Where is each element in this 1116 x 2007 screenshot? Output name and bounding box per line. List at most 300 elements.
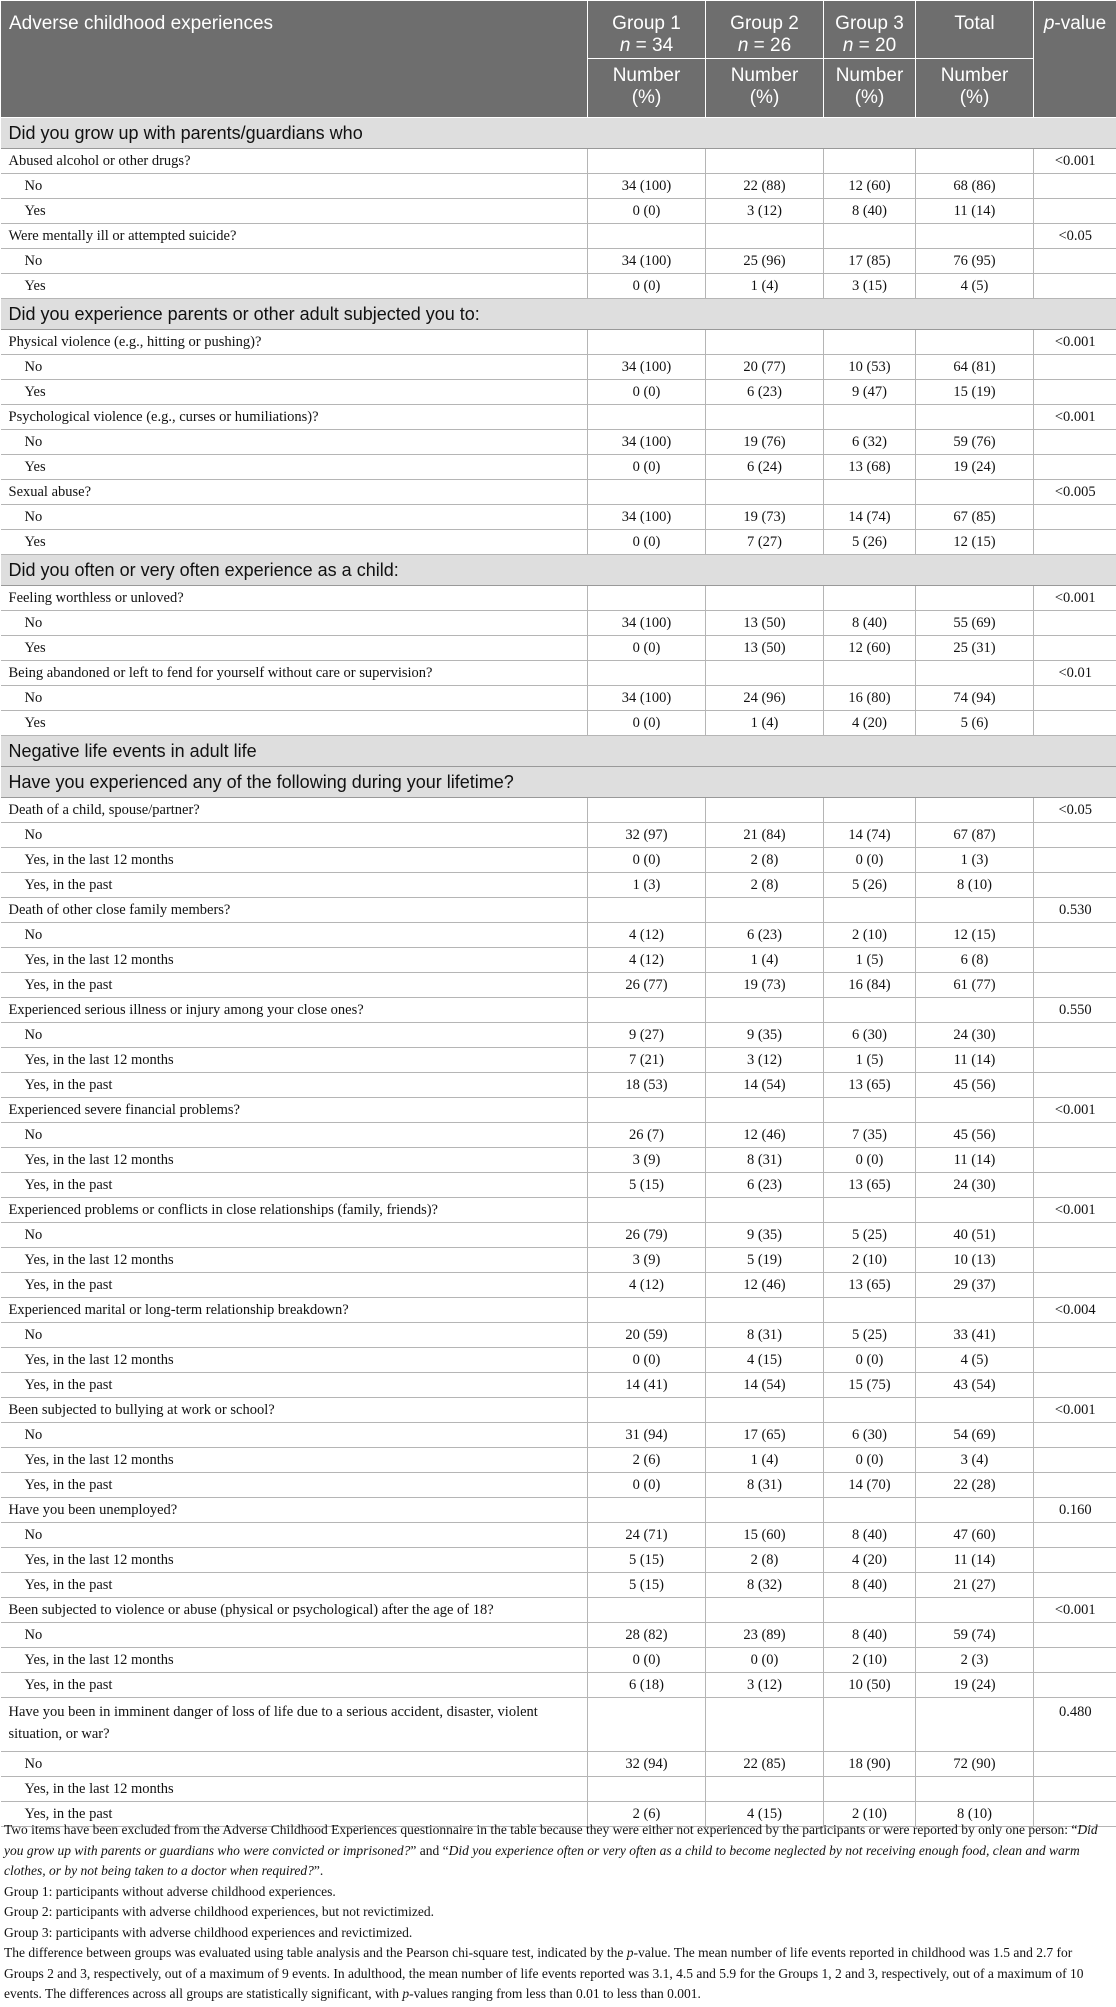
cell-g2: 2 (8) (706, 848, 824, 873)
cell-g1: 31 (94) (588, 1423, 706, 1448)
answer-label: No (1, 249, 588, 274)
answer-row (1, 1123, 1116, 1148)
cell-g1: 9 (27) (588, 1023, 706, 1048)
question-row (1, 798, 1116, 823)
cell-pvalue: <0.05 (1034, 224, 1116, 249)
cell-total: 1 (3) (916, 848, 1034, 873)
number-label: Number (612, 65, 681, 86)
section-header: Did you often or very often experience as a child: (1, 555, 1116, 586)
cell-g2: 5 (19) (706, 1248, 824, 1273)
cell-g3: 5 (25) (824, 1223, 916, 1248)
question-row (1, 586, 1116, 611)
cell-g2: 9 (35) (706, 1223, 824, 1248)
table-body (1, 118, 1116, 1827)
answer-row (1, 1777, 1116, 1802)
cell-pvalue (1034, 1473, 1116, 1498)
cell-pvalue (1034, 430, 1116, 455)
cell-g1 (588, 1777, 706, 1802)
question-row (1, 661, 1116, 686)
cell-total: 8 (10) (916, 1802, 1034, 1827)
header-number-g1 (588, 59, 706, 118)
cell-g1 (588, 898, 706, 923)
answer-label: No (1, 430, 588, 455)
cell-g2: 14 (54) (706, 1073, 824, 1098)
question-label: Abused alcohol or other drugs? (1, 149, 588, 174)
answer-label: Yes, in the last 12 months (1, 1777, 588, 1802)
answer-row (1, 355, 1116, 380)
cell-total: 54 (69) (916, 1423, 1034, 1448)
cell-pvalue: 0.550 (1034, 998, 1116, 1023)
cell-g2: 15 (60) (706, 1523, 824, 1548)
cell-pvalue (1034, 611, 1116, 636)
footnote-text: -value. The mean number of life events reported in childhood was 1.5 and 2.7 for Groups 2 and 3, respectively, out of a maximum of 9 events. In adulthood, the mean number of life events reported was 3.1, 4.5 and 5.9 for the Groups 1, 2 and 3, respectively, out of a maximum of 10 events. The differences across all groups are statistically significant, with (4, 1945, 1084, 2001)
footnote-text: -values ranging from less than 0.01 to less than 0.001. (409, 1986, 701, 2001)
header-group-3 (824, 1, 916, 59)
cell-total: 43 (54) (916, 1373, 1034, 1398)
cell-g2: 13 (50) (706, 611, 824, 636)
answer-label: Yes, in the past (1, 1073, 588, 1098)
cell-total (916, 1698, 1034, 1752)
cell-g2: 22 (85) (706, 1752, 824, 1777)
cell-total (916, 480, 1034, 505)
question-label: Have you been unemployed? (1, 1498, 588, 1523)
question-label: Sexual abuse? (1, 480, 588, 505)
answer-row (1, 530, 1116, 555)
cell-g3: 16 (80) (824, 686, 916, 711)
answer-row (1, 199, 1116, 224)
cell-g1 (588, 1698, 706, 1752)
answer-row (1, 1448, 1116, 1473)
cell-pvalue (1034, 1573, 1116, 1598)
header-group-1-n-value: = 34 (630, 35, 674, 56)
section-header-row (1, 736, 1116, 767)
cell-g3 (824, 1598, 916, 1623)
cell-g3: 8 (40) (824, 611, 916, 636)
answer-row (1, 1248, 1116, 1273)
cell-g1: 5 (15) (588, 1548, 706, 1573)
cell-g2: 4 (15) (706, 1348, 824, 1373)
cell-g3: 14 (70) (824, 1473, 916, 1498)
answer-label: No (1, 505, 588, 530)
cell-total: 72 (90) (916, 1752, 1034, 1777)
cell-pvalue (1034, 1373, 1116, 1398)
cell-g3: 6 (30) (824, 1023, 916, 1048)
cell-g2 (706, 149, 824, 174)
answer-row (1, 1752, 1116, 1777)
cell-g3: 8 (40) (824, 1623, 916, 1648)
cell-g3: 4 (20) (824, 1548, 916, 1573)
cell-g2 (706, 661, 824, 686)
answer-label: Yes, in the past (1, 1802, 588, 1827)
answer-row (1, 636, 1116, 661)
cell-g1: 34 (100) (588, 686, 706, 711)
cell-total: 4 (5) (916, 274, 1034, 299)
cell-g1: 26 (79) (588, 1223, 706, 1248)
cell-g3: 10 (50) (824, 1673, 916, 1698)
cell-g1: 32 (94) (588, 1752, 706, 1777)
cell-g3: 10 (53) (824, 355, 916, 380)
cell-pvalue: <0.001 (1034, 1098, 1116, 1123)
answer-row (1, 1423, 1116, 1448)
header-pvalue (1034, 1, 1116, 118)
cell-pvalue (1034, 823, 1116, 848)
section-header-row (1, 555, 1116, 586)
cell-g2: 22 (88) (706, 174, 824, 199)
answer-label: Yes (1, 530, 588, 555)
cell-pvalue (1034, 1448, 1116, 1473)
cell-g3: 3 (15) (824, 274, 916, 299)
cell-pvalue (1034, 1348, 1116, 1373)
question-label: Experienced severe financial problems? (1, 1098, 588, 1123)
cell-total: 76 (95) (916, 249, 1034, 274)
cell-pvalue (1034, 1223, 1116, 1248)
cell-total (916, 1777, 1034, 1802)
cell-total: 4 (5) (916, 1348, 1034, 1373)
cell-total: 5 (6) (916, 711, 1034, 736)
cell-g2: 6 (24) (706, 455, 824, 480)
answer-label: Yes, in the last 12 months (1, 848, 588, 873)
cell-pvalue (1034, 1323, 1116, 1348)
answer-label: No (1, 1423, 588, 1448)
cell-g3: 6 (32) (824, 430, 916, 455)
cell-g3: 1 (5) (824, 948, 916, 973)
question-label: Psychological violence (e.g., curses or humiliations)? (1, 405, 588, 430)
header-total-name: Total (954, 13, 995, 34)
cell-pvalue (1034, 948, 1116, 973)
header-group-1-n-label: n (619, 35, 631, 56)
answer-label: No (1, 823, 588, 848)
answer-label: No (1, 1523, 588, 1548)
cell-total: 33 (41) (916, 1323, 1034, 1348)
cell-total: 47 (60) (916, 1523, 1034, 1548)
cell-g2: 9 (35) (706, 1023, 824, 1048)
cell-g1 (588, 149, 706, 174)
answer-row (1, 1573, 1116, 1598)
cell-g3: 5 (26) (824, 530, 916, 555)
cell-g3: 17 (85) (824, 249, 916, 274)
answer-label: Yes, in the last 12 months (1, 1548, 588, 1573)
answer-label: No (1, 611, 588, 636)
cell-total: 11 (14) (916, 1148, 1034, 1173)
question-row (1, 224, 1116, 249)
question-label: Physical violence (e.g., hitting or pushing)? (1, 330, 588, 355)
cell-g2: 12 (46) (706, 1123, 824, 1148)
number-label: Number (730, 65, 799, 86)
cell-g3: 1 (5) (824, 1048, 916, 1073)
cell-g3: 7 (35) (824, 1123, 916, 1148)
question-label: Death of a child, spouse/partner? (1, 798, 588, 823)
cell-pvalue (1034, 1273, 1116, 1298)
footnote-p-italic: p (402, 1986, 410, 2001)
cell-g3: 13 (65) (824, 1073, 916, 1098)
answer-label: Yes, in the past (1, 1173, 588, 1198)
question-row (1, 1098, 1116, 1123)
answer-row (1, 249, 1116, 274)
cell-g3: 8 (40) (824, 199, 916, 224)
cell-g2: 19 (76) (706, 430, 824, 455)
cell-total: 19 (24) (916, 455, 1034, 480)
cell-g1: 34 (100) (588, 355, 706, 380)
cell-total (916, 798, 1034, 823)
cell-g2: 3 (12) (706, 1048, 824, 1073)
cell-g3 (824, 330, 916, 355)
cell-g2 (706, 405, 824, 430)
cell-total: 29 (37) (916, 1273, 1034, 1298)
question-label: Experienced marital or long-term relationship breakdown? (1, 1298, 588, 1323)
cell-g1: 5 (15) (588, 1573, 706, 1598)
cell-total (916, 898, 1034, 923)
answer-label: No (1, 355, 588, 380)
cell-g3 (824, 898, 916, 923)
cell-pvalue (1034, 1623, 1116, 1648)
cell-total (916, 330, 1034, 355)
cell-g3 (824, 405, 916, 430)
cell-g3: 15 (75) (824, 1373, 916, 1398)
header-group-2-n-label: n (737, 35, 749, 56)
cell-g2 (706, 898, 824, 923)
cell-g1: 0 (0) (588, 1473, 706, 1498)
cell-g1: 3 (9) (588, 1148, 706, 1173)
cell-g3: 16 (84) (824, 973, 916, 998)
cell-g3 (824, 1198, 916, 1223)
header-group-3-n-label: n (842, 35, 854, 56)
header-group-2 (706, 1, 824, 59)
cell-g3: 2 (10) (824, 1802, 916, 1827)
answer-label: No (1, 1623, 588, 1648)
header-pvalue-rest: -value (1054, 13, 1107, 34)
header-title: Adverse childhood experiences (1, 1, 588, 118)
cell-g2: 19 (73) (706, 505, 824, 530)
percent-label: (%) (854, 87, 885, 108)
percent-label: (%) (959, 87, 990, 108)
cell-g2: 7 (27) (706, 530, 824, 555)
cell-g1: 0 (0) (588, 455, 706, 480)
cell-g2: 1 (4) (706, 1448, 824, 1473)
question-row (1, 1598, 1116, 1623)
cell-pvalue: <0.001 (1034, 1598, 1116, 1623)
answer-row (1, 1523, 1116, 1548)
section-header-row (1, 767, 1116, 798)
cell-g3: 14 (74) (824, 505, 916, 530)
cell-g2: 19 (73) (706, 973, 824, 998)
cell-pvalue (1034, 1752, 1116, 1777)
cell-total: 45 (56) (916, 1073, 1034, 1098)
cell-g1: 0 (0) (588, 848, 706, 873)
cell-total (916, 1598, 1034, 1623)
answer-row (1, 1648, 1116, 1673)
cell-pvalue (1034, 1423, 1116, 1448)
cell-g2 (706, 1198, 824, 1223)
cell-g1: 4 (12) (588, 1273, 706, 1298)
cell-g3: 13 (68) (824, 455, 916, 480)
cell-g1: 7 (21) (588, 1048, 706, 1073)
cell-pvalue (1034, 1777, 1116, 1802)
answer-row (1, 1023, 1116, 1048)
cell-g3 (824, 1098, 916, 1123)
cell-pvalue: <0.05 (1034, 798, 1116, 823)
cell-g3 (824, 1398, 916, 1423)
cell-pvalue (1034, 274, 1116, 299)
answer-row (1, 823, 1116, 848)
answer-row (1, 1548, 1116, 1573)
cell-g3: 5 (26) (824, 873, 916, 898)
cell-g3: 18 (90) (824, 1752, 916, 1777)
answer-row (1, 1373, 1116, 1398)
header-number-total (916, 59, 1034, 118)
cell-g1: 0 (0) (588, 1348, 706, 1373)
percent-label: (%) (749, 87, 780, 108)
cell-pvalue (1034, 1073, 1116, 1098)
cell-g1: 34 (100) (588, 611, 706, 636)
cell-g3: 2 (10) (824, 1248, 916, 1273)
question-label: Been subjected to violence or abuse (physical or psychological) after the age of 18? (1, 1598, 588, 1623)
cell-total: 74 (94) (916, 686, 1034, 711)
cell-total (916, 661, 1034, 686)
cell-pvalue (1034, 249, 1116, 274)
cell-total: 67 (85) (916, 505, 1034, 530)
cell-g2: 6 (23) (706, 380, 824, 405)
cell-g1: 0 (0) (588, 636, 706, 661)
cell-g2 (706, 330, 824, 355)
cell-g3 (824, 586, 916, 611)
cell-g1 (588, 586, 706, 611)
cell-g1 (588, 330, 706, 355)
cell-total: 67 (87) (916, 823, 1034, 848)
answer-label: Yes, in the past (1, 1573, 588, 1598)
cell-g2: 3 (12) (706, 199, 824, 224)
question-label: Feeling worthless or unloved? (1, 586, 588, 611)
cell-g3: 0 (0) (824, 1448, 916, 1473)
cell-total (916, 1298, 1034, 1323)
answer-label: Yes, in the last 12 months (1, 1448, 588, 1473)
cell-total: 61 (77) (916, 973, 1034, 998)
answer-row (1, 1323, 1116, 1348)
cell-g3 (824, 998, 916, 1023)
cell-total: 24 (30) (916, 1173, 1034, 1198)
cell-pvalue: <0.001 (1034, 330, 1116, 355)
question-row (1, 1698, 1116, 1752)
cell-total: 59 (76) (916, 430, 1034, 455)
cell-g1: 0 (0) (588, 274, 706, 299)
cell-g2: 25 (96) (706, 249, 824, 274)
cell-g1: 0 (0) (588, 711, 706, 736)
answer-label: No (1, 174, 588, 199)
cell-total: 15 (19) (916, 380, 1034, 405)
cell-g1: 4 (12) (588, 923, 706, 948)
header-total (916, 1, 1034, 59)
cell-g3: 5 (25) (824, 1323, 916, 1348)
cell-pvalue (1034, 355, 1116, 380)
cell-g3: 4 (20) (824, 711, 916, 736)
cell-g2: 6 (23) (706, 923, 824, 948)
cell-pvalue (1034, 686, 1116, 711)
cell-g2: 23 (89) (706, 1623, 824, 1648)
section-header: Did you grow up with parents/guardians who (1, 118, 1116, 149)
answer-row (1, 380, 1116, 405)
cell-pvalue (1034, 530, 1116, 555)
cell-g2 (706, 586, 824, 611)
answer-row (1, 611, 1116, 636)
cell-pvalue (1034, 1048, 1116, 1073)
cell-pvalue: 0.530 (1034, 898, 1116, 923)
answer-row (1, 274, 1116, 299)
cell-total (916, 998, 1034, 1023)
cell-total: 11 (14) (916, 1548, 1034, 1573)
cell-pvalue (1034, 1123, 1116, 1148)
answer-row (1, 174, 1116, 199)
cell-g2: 20 (77) (706, 355, 824, 380)
cell-g2: 17 (65) (706, 1423, 824, 1448)
answer-row (1, 1048, 1116, 1073)
number-label: Number (940, 65, 1009, 86)
cell-total: 21 (27) (916, 1573, 1034, 1598)
footnote-excluded-question-1: Did you grow up with parents or guardians who were convicted or imprisoned? (4, 1822, 1098, 1858)
cell-g1: 2 (6) (588, 1448, 706, 1473)
cell-g3 (824, 149, 916, 174)
footnote-excluded-question-2: Did you experience often or very often as a child to become neglected by not receiving enough food, clean and warm clothes, or by not being taken to a doctor when required? (4, 1842, 1080, 1878)
cell-g3 (824, 798, 916, 823)
cell-g3 (824, 1298, 916, 1323)
footnote-text: ”. (313, 1863, 324, 1878)
cell-g2: 24 (96) (706, 686, 824, 711)
cell-g3: 0 (0) (824, 1348, 916, 1373)
answer-label: Yes (1, 199, 588, 224)
cell-g2: 8 (31) (706, 1473, 824, 1498)
answer-label: No (1, 1752, 588, 1777)
cell-g1 (588, 405, 706, 430)
cell-g2 (706, 1777, 824, 1802)
question-row (1, 330, 1116, 355)
answer-row (1, 1073, 1116, 1098)
cell-g1: 32 (97) (588, 823, 706, 848)
answer-label: Yes, in the past (1, 1473, 588, 1498)
answer-row (1, 873, 1116, 898)
cell-pvalue (1034, 711, 1116, 736)
cell-g3: 2 (10) (824, 1648, 916, 1673)
cell-g3: 12 (60) (824, 174, 916, 199)
answer-row (1, 1223, 1116, 1248)
cell-g1: 28 (82) (588, 1623, 706, 1648)
answer-row (1, 1348, 1116, 1373)
cell-pvalue: <0.005 (1034, 480, 1116, 505)
cell-g1: 26 (7) (588, 1123, 706, 1148)
percent-label: (%) (631, 87, 662, 108)
number-label: Number (835, 65, 904, 86)
cell-total (916, 224, 1034, 249)
cell-total (916, 586, 1034, 611)
cell-g1 (588, 1598, 706, 1623)
answer-row (1, 1173, 1116, 1198)
section-header-row (1, 118, 1116, 149)
section-header-row (1, 299, 1116, 330)
table-header (1, 1, 1116, 118)
cell-g2 (706, 798, 824, 823)
cell-g1: 3 (9) (588, 1248, 706, 1273)
cell-g1: 0 (0) (588, 380, 706, 405)
cell-pvalue (1034, 923, 1116, 948)
answer-label: Yes, in the last 12 months (1, 948, 588, 973)
header-group-2-n-value: = 26 (748, 35, 792, 56)
cell-g2 (706, 1398, 824, 1423)
answer-label: Yes, in the past (1, 973, 588, 998)
cell-total: 11 (14) (916, 1048, 1034, 1073)
cell-g3 (824, 480, 916, 505)
cell-g1: 1 (3) (588, 873, 706, 898)
cell-g1: 34 (100) (588, 430, 706, 455)
question-label: Experienced problems or conflicts in close relationships (family, friends)? (1, 1198, 588, 1223)
cell-g1 (588, 661, 706, 686)
footnote-text: Two items have been excluded from the Adverse Childhood Experiences questionnaire in the table because they were either not experienced by the participants or were reported by only one person: “ (4, 1822, 1078, 1837)
